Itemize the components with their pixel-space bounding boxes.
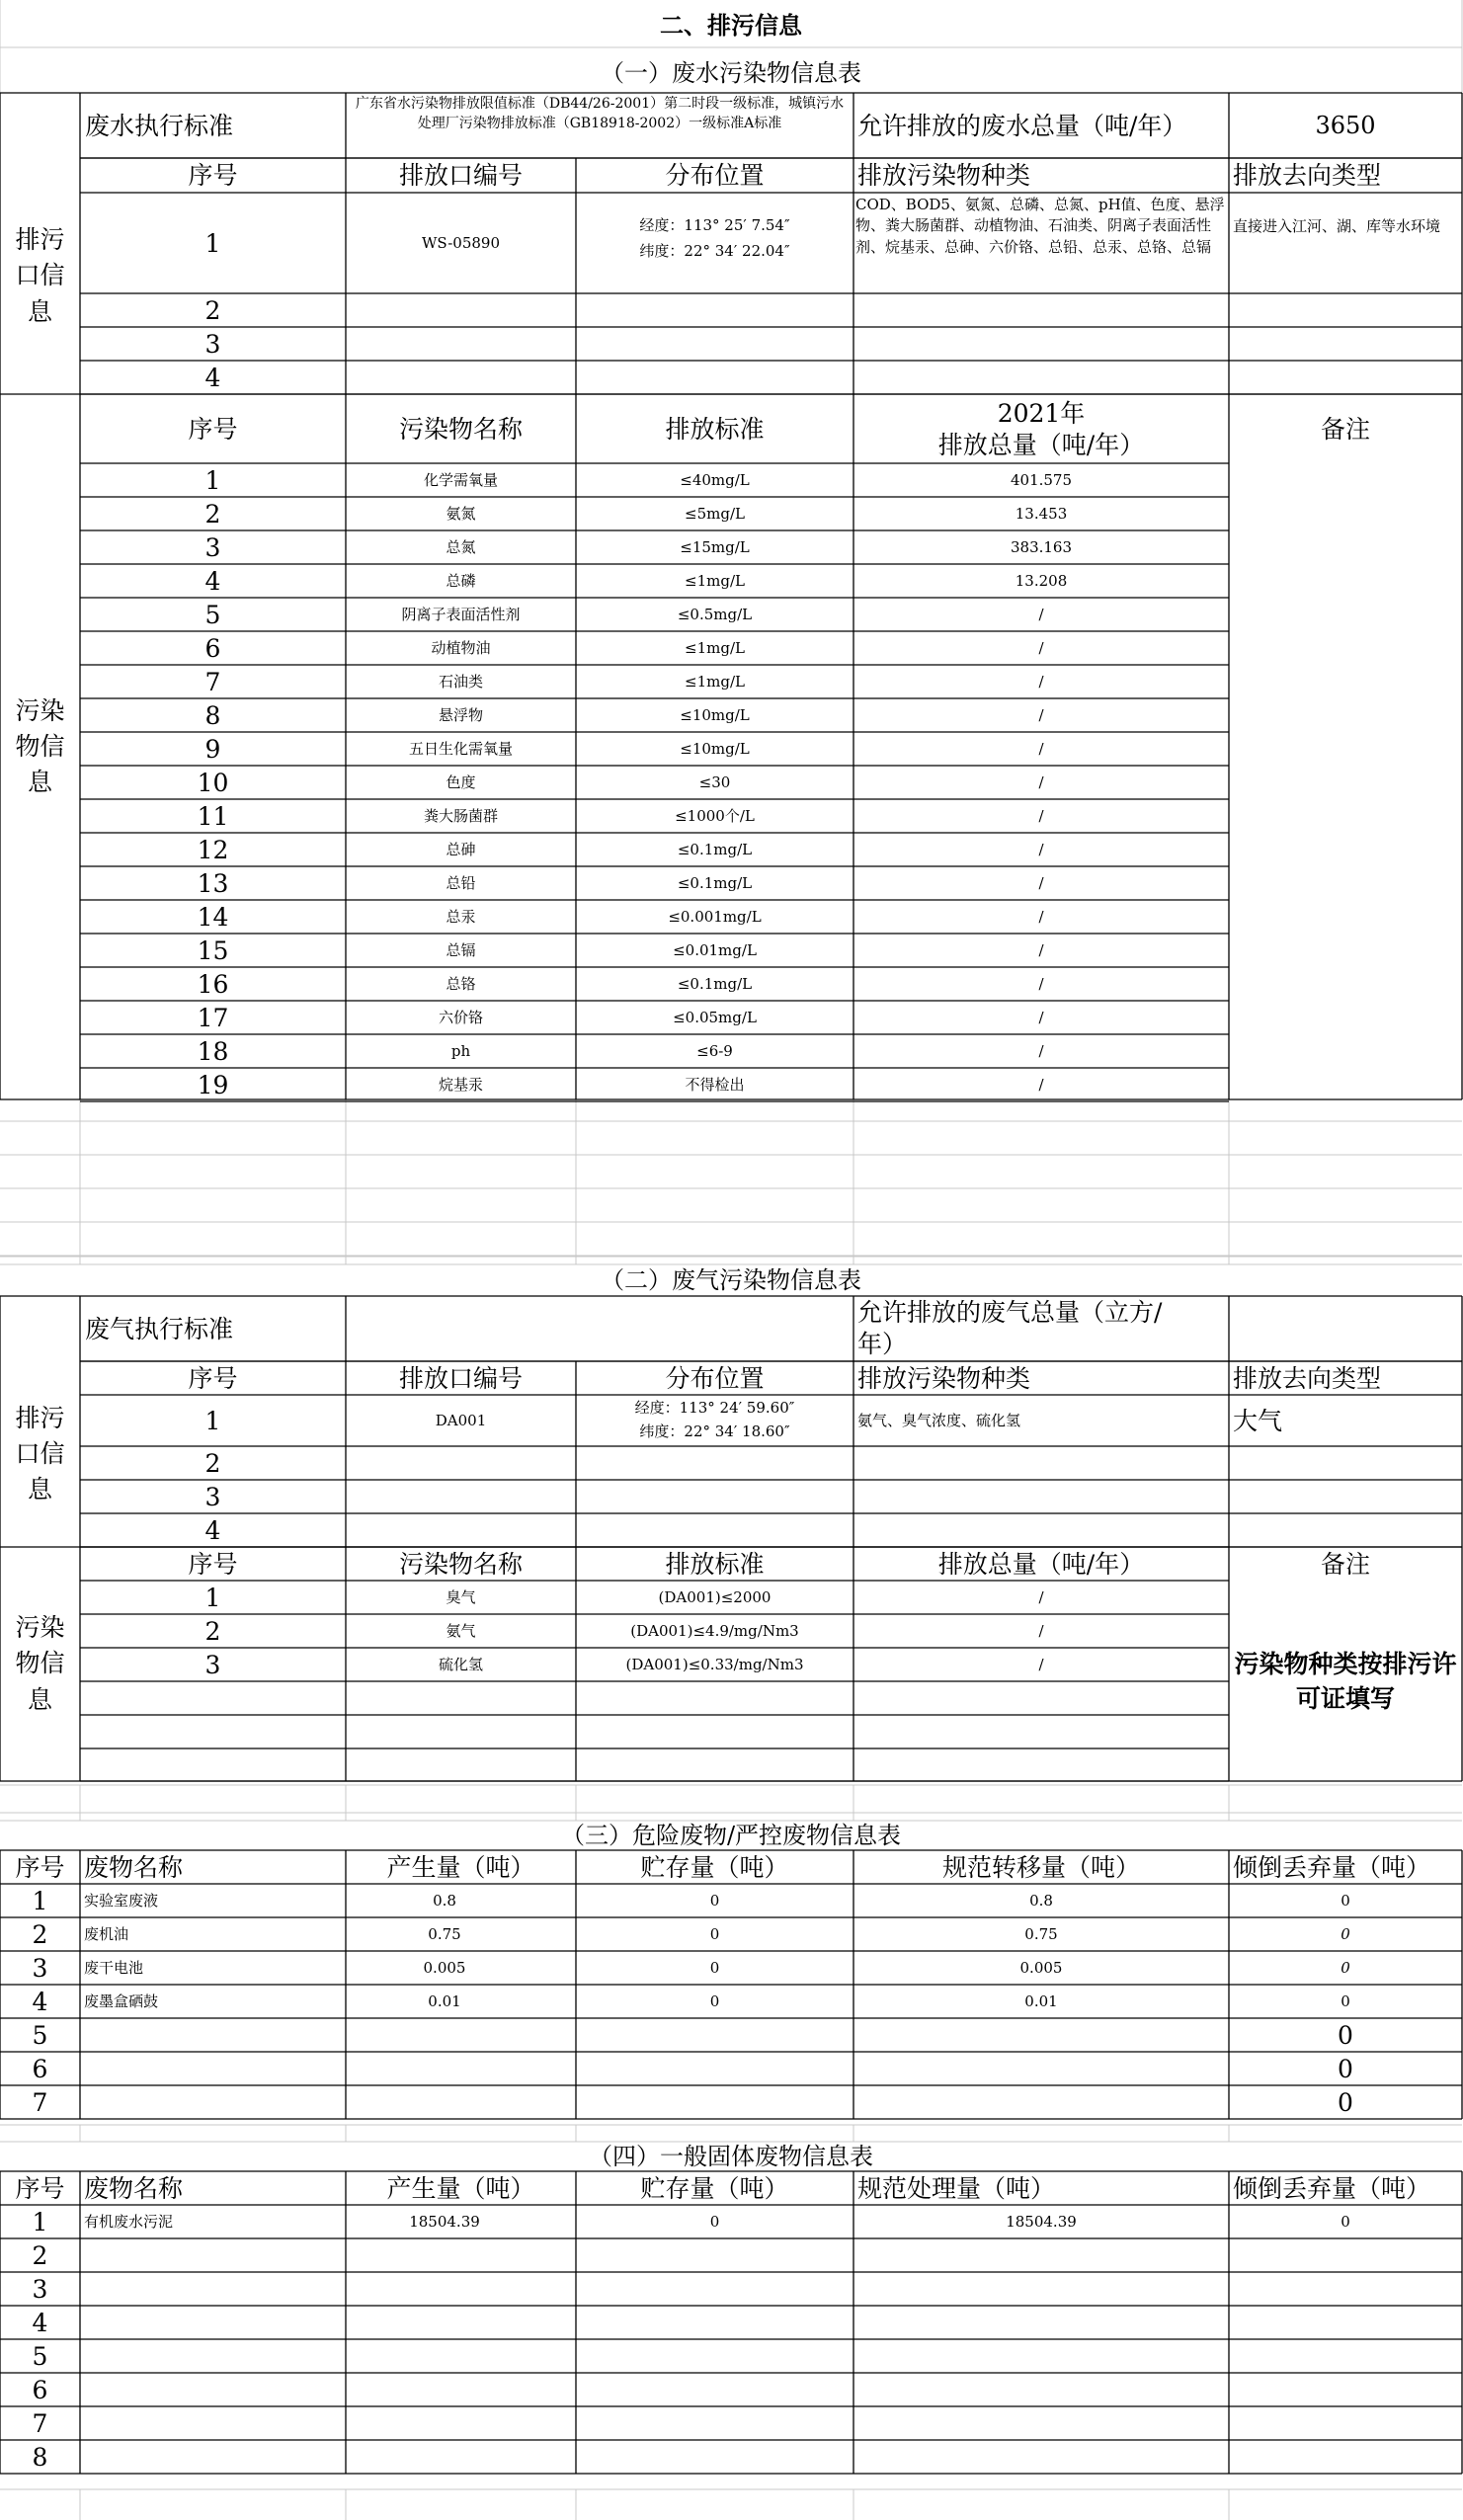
wastewater-pollutant-total: / (1038, 907, 1044, 926)
wastewater-pollutant-standard: ≤1mg/L (685, 672, 745, 691)
waste-gas-pollutant-block-label: 污染物信息 (15, 1613, 65, 1714)
waste-gas-pollutant-total: / (1038, 1587, 1044, 1606)
wastewater-pollutant-total: 13.208 (1015, 571, 1068, 590)
hazardous-row-dumped: 0 (1341, 1958, 1350, 1977)
wastewater-pollutant-total: / (1038, 705, 1044, 724)
wastewater-pollutant-standard: ≤6-9 (696, 1041, 733, 1060)
wastewater-pollutant-name: 动植物油 (431, 638, 491, 657)
wastewater-pollutant-total: / (1038, 605, 1044, 623)
wastewater-pollutant-name: 五日生化需氧量 (408, 739, 513, 758)
wastewater-pollutant-no: 15 (197, 935, 229, 965)
waste-gas-pollutant-header-total: 排放总量（吨/年） (937, 1549, 1145, 1579)
hazardous-header-produced: 产生量（吨） (386, 1852, 535, 1882)
solid-waste-header-handled: 规范处理量（吨） (857, 2173, 1056, 2203)
waste-gas-outlet-header-dest: 排放去向类型 (1233, 1363, 1382, 1393)
wastewater-pollutant-total: / (1038, 940, 1044, 959)
wastewater-pollutant-name: 色度 (446, 772, 476, 791)
wastewater-pollutant-total: / (1038, 672, 1044, 691)
waste-gas-pollutant-name: 氨气 (446, 1621, 476, 1640)
solid-waste-row-no: 3 (32, 2274, 48, 2304)
waste-gas-outlet-header-loc: 分布位置 (665, 1363, 765, 1393)
wastewater-pollutant-standard: ≤0.1mg/L (677, 840, 753, 858)
hazardous-row-dumped: 0 (1338, 2054, 1353, 2083)
hazardous-row-name: 实验室废液 (84, 1891, 159, 1910)
wastewater-pollutant-block-label: 污染物信息 (15, 695, 65, 797)
hazardous-row-produced: 0.75 (428, 1924, 461, 1943)
wastewater-pollutant-standard: ≤1000个/L (675, 806, 755, 825)
hazardous-row-stored: 0 (709, 1924, 720, 1943)
wastewater-allowed-total-label: 允许排放的废水总量（吨/年） (857, 111, 1187, 140)
waste-gas-outlet-longitude: 经度：113° 24′ 59.60″ (634, 1398, 795, 1417)
waste-gas-pollutant-total: / (1038, 1655, 1044, 1673)
solid-waste-row-no: 5 (32, 2341, 48, 2371)
wastewater-pollutant-standard: ≤1mg/L (685, 571, 745, 590)
wastewater-pollutant-no: 3 (204, 532, 221, 562)
hazardous-row-name: 废墨盒硒鼓 (84, 1992, 159, 2010)
wastewater-pollutant-no: 16 (197, 969, 229, 999)
wastewater-pollutant-standard: ≤1mg/L (685, 638, 745, 657)
solid-waste-row-stored: 0 (709, 2212, 720, 2231)
waste-gas-note-text: 污染物种类按排污许可证填写 (1234, 1649, 1457, 1713)
waste-gas-outlet-header-no: 序号 (188, 1363, 238, 1393)
wastewater-pollutant-total: / (1038, 739, 1044, 758)
wastewater-pollutant-name: 总铬 (446, 974, 476, 993)
waste-gas-pollutant-name: 臭气 (446, 1587, 476, 1606)
wastewater-outlet-destination: 直接进入江河、湖、库等水环境 (1233, 217, 1441, 235)
hazardous-row-dumped: 0 (1341, 1891, 1350, 1910)
wastewater-pollutant-total: / (1038, 638, 1044, 657)
wastewater-outlet-header-loc: 分布位置 (665, 161, 765, 190)
hazardous-row-transferred: 0.01 (1024, 1992, 1058, 2010)
solid-waste-header-no: 序号 (15, 2173, 65, 2203)
hazardous-row-no: 5 (32, 2020, 48, 2050)
waste-gas-pollutant-header-name: 污染物名称 (398, 1549, 523, 1579)
waste-gas-pollutant-standard: (DA001)≤0.33/mg/Nm3 (625, 1655, 804, 1673)
waste-gas-outlet-no: 3 (204, 1482, 221, 1511)
wastewater-pollutant-total: / (1038, 840, 1044, 858)
waste-gas-outlet-pollutant-types: 氨气、臭气浓度、硫化氢 (857, 1411, 1021, 1429)
wastewater-outlet-code: WS-05890 (421, 233, 501, 252)
wastewater-pollutant-standard: ≤0.1mg/L (677, 873, 753, 892)
wastewater-pollutant-header-year: 2021年 (997, 398, 1086, 428)
wastewater-pollutant-no: 9 (204, 734, 221, 764)
wastewater-section-title: （一）废水污染物信息表 (601, 59, 861, 87)
waste-gas-section-title: （二）废气污染物信息表 (601, 1266, 861, 1294)
wastewater-pollutant-name: 总铅 (446, 873, 476, 892)
wastewater-pollutant-total: / (1038, 873, 1044, 892)
waste-gas-pollutant-name: 硫化氢 (438, 1655, 483, 1673)
wastewater-pollutant-no: 17 (197, 1003, 229, 1032)
waste-gas-pollutant-header-no: 序号 (188, 1549, 238, 1579)
wastewater-pollutant-total: / (1038, 806, 1044, 825)
wastewater-pollutant-header-note: 备注 (1320, 414, 1370, 444)
wastewater-outlet-longitude: 经度：113° 25′ 7.54″ (639, 215, 790, 234)
hazardous-header-no: 序号 (15, 1852, 65, 1882)
hazardous-row-produced: 0.005 (423, 1958, 466, 1977)
hazardous-header-transferred: 规范转移量（吨） (941, 1852, 1140, 1882)
wastewater-pollutant-name: 总汞 (446, 907, 476, 926)
hazardous-row-no: 3 (32, 1953, 48, 1983)
hazardous-waste-section-title: （三）危险废物/严控废物信息表 (560, 1822, 902, 1849)
waste-gas-outlet-code: DA001 (435, 1411, 487, 1429)
wastewater-pollutant-standard: ≤10mg/L (680, 705, 750, 724)
wastewater-pollutant-total: / (1038, 1041, 1044, 1060)
wastewater-outlet-no: 3 (204, 329, 221, 359)
wastewater-pollutant-no: 4 (204, 566, 221, 596)
hazardous-row-stored: 0 (709, 1958, 720, 1977)
waste-gas-pollutant-no: 2 (204, 1616, 221, 1646)
wastewater-pollutant-no: 1 (204, 465, 221, 495)
hazardous-row-no: 2 (32, 1919, 48, 1949)
hazardous-header-name: 废物名称 (84, 1852, 184, 1882)
hazardous-row-no: 7 (32, 2087, 48, 2117)
wastewater-pollutant-standard: ≤40mg/L (680, 470, 750, 489)
waste-gas-pollutant-header-standard: 排放标准 (665, 1549, 765, 1579)
wastewater-standard-text: 广东省水污染物排放限值标准（DB44/26-2001）第二时段一级标准，城镇污水处理厂污染物排放标准（GB18918-2002）一级标准A标准 (355, 96, 845, 131)
solid-waste-row-dumped: 0 (1341, 2212, 1350, 2231)
wastewater-pollutant-no: 10 (197, 768, 229, 797)
wastewater-pollutant-total: / (1038, 1075, 1044, 1094)
wastewater-pollutant-header-standard: 排放标准 (665, 414, 765, 444)
wastewater-pollutant-header-name: 污染物名称 (398, 414, 523, 444)
waste-gas-standard-label: 废气执行标准 (85, 1314, 234, 1343)
wastewater-pollutant-total: / (1038, 974, 1044, 993)
wastewater-pollutant-no: 13 (197, 868, 229, 898)
wastewater-outlet-header-code: 排放口编号 (398, 161, 523, 190)
wastewater-pollutant-standard: 不得检出 (685, 1075, 745, 1094)
wastewater-outlet-header-dest: 排放去向类型 (1233, 161, 1382, 190)
hazardous-row-stored: 0 (709, 1891, 720, 1910)
hazardous-row-dumped: 0 (1338, 2087, 1353, 2117)
wastewater-pollutant-no: 19 (197, 1070, 229, 1099)
wastewater-pollutant-standard: ≤0.001mg/L (668, 907, 762, 926)
wastewater-pollutant-name: 六价铬 (438, 1008, 483, 1026)
wastewater-pollutant-name: 粪大肠菌群 (423, 806, 498, 825)
hazardous-row-dumped: 0 (1341, 1924, 1350, 1943)
wastewater-pollutant-name: 总磷 (446, 571, 476, 590)
wastewater-allowed-total-value: 3650 (1315, 112, 1376, 139)
wastewater-pollutant-standard: ≤0.5mg/L (677, 605, 753, 623)
wastewater-outlet-no: 4 (204, 363, 221, 392)
waste-gas-outlet-no: 2 (204, 1448, 221, 1478)
waste-gas-outlet-destination: 大气 (1233, 1406, 1283, 1435)
hazardous-row-no: 6 (32, 2054, 48, 2083)
wastewater-outlet-latitude: 纬度：22° 34′ 22.04″ (639, 241, 790, 260)
wastewater-pollutant-no: 14 (197, 902, 229, 932)
solid-waste-row-name: 有机废水污泥 (84, 2212, 174, 2231)
wastewater-pollutant-name: 悬浮物 (438, 705, 483, 724)
wastewater-pollutant-standard: ≤10mg/L (680, 739, 750, 758)
solid-waste-header-name: 废物名称 (84, 2173, 184, 2203)
wastewater-pollutant-no: 5 (204, 600, 221, 629)
solid-waste-header-stored: 贮存量（吨） (640, 2173, 789, 2203)
wastewater-pollutant-name: 烷基汞 (438, 1075, 483, 1094)
hazardous-row-name: 废机油 (84, 1924, 129, 1943)
wastewater-pollutant-header-no: 序号 (188, 414, 238, 444)
wastewater-pollutant-no: 12 (197, 835, 229, 864)
wastewater-outlet-no: 2 (204, 295, 221, 325)
solid-waste-row-no: 7 (32, 2408, 48, 2438)
waste-gas-outlet-block-label: 排污口信息 (15, 1403, 65, 1504)
wastewater-pollutant-total: 13.453 (1015, 504, 1068, 523)
waste-gas-pollutant-standard: (DA001)≤2000 (658, 1587, 772, 1606)
waste-gas-allowed-total-label: 允许排放的废气总量（立方/年） (857, 1297, 1163, 1358)
hazardous-row-transferred: 0.005 (1019, 1958, 1063, 1977)
wastewater-pollutant-no: 8 (204, 700, 221, 730)
wastewater-pollutant-name: 氨氮 (446, 504, 476, 523)
waste-gas-outlet-no: 4 (204, 1515, 221, 1545)
hazardous-row-no: 1 (32, 1886, 48, 1915)
wastewater-pollutant-standard: ≤5mg/L (685, 504, 745, 523)
wastewater-pollutant-no: 18 (197, 1036, 229, 1066)
wastewater-pollutant-total: / (1038, 1008, 1044, 1026)
solid-waste-row-handled: 18504.39 (1006, 2212, 1077, 2231)
waste-gas-pollutant-total: / (1038, 1621, 1044, 1640)
solid-waste-row-produced: 18504.39 (409, 2212, 480, 2231)
hazardous-row-no: 4 (32, 1987, 48, 2016)
wastewater-pollutant-no: 7 (204, 667, 221, 696)
hazardous-row-stored: 0 (709, 1992, 720, 2010)
page-title: 二、排污信息 (660, 11, 802, 40)
solid-waste-header-produced: 产生量（吨） (386, 2173, 535, 2203)
solid-waste-row-no: 8 (32, 2442, 48, 2472)
wastewater-outlet-header-types: 排放污染物种类 (857, 161, 1031, 190)
hazardous-row-produced: 0.01 (428, 1992, 461, 2010)
wastewater-pollutant-standard: ≤0.05mg/L (673, 1008, 757, 1026)
wastewater-pollutant-standard: ≤0.1mg/L (677, 974, 753, 993)
wastewater-standard-label: 废水执行标准 (85, 111, 234, 140)
wastewater-pollutant-no: 11 (197, 801, 229, 831)
wastewater-pollutant-no: 2 (204, 499, 221, 528)
wastewater-pollutant-total: 383.163 (1010, 537, 1073, 556)
wastewater-pollutant-name: 总镉 (446, 940, 476, 959)
wastewater-pollutant-name: 化学需氧量 (423, 470, 498, 489)
wastewater-pollutant-standard: ≤15mg/L (680, 537, 750, 556)
hazardous-header-dumped: 倾倒丢弃量（吨） (1233, 1852, 1431, 1882)
wastewater-pollutant-standard: ≤0.01mg/L (673, 940, 757, 959)
wastewater-pollutant-name: 总砷 (446, 840, 476, 858)
wastewater-pollutant-no: 6 (204, 633, 221, 663)
wastewater-pollutant-name: 总氮 (446, 537, 476, 556)
wastewater-outlet-pollutant-types: COD、BOD5、氨氮、总磷、总氮、pH值、色度、悬浮物、粪大肠菌群、动植物油、石油类、阴离子表面活性剂、烷基汞、总砷、六价铬、总铅、总汞、总铬、总镉 (855, 196, 1225, 256)
hazardous-row-produced: 0.8 (433, 1891, 456, 1910)
wastewater-pollutant-header-total: 排放总量（吨/年） (937, 430, 1145, 459)
solid-waste-row-no: 2 (32, 2240, 48, 2270)
solid-waste-header-dumped: 倾倒丢弃量（吨） (1233, 2173, 1431, 2203)
solid-waste-row-no: 4 (32, 2308, 48, 2337)
wastewater-pollutant-name: 阴离子表面活性剂 (401, 605, 521, 623)
wastewater-pollutant-standard: ≤30 (698, 772, 731, 791)
hazardous-row-transferred: 0.8 (1029, 1891, 1053, 1910)
wastewater-outlet-header-no: 序号 (188, 161, 238, 190)
hazardous-row-dumped: 0 (1341, 1992, 1350, 2010)
waste-gas-outlet-no: 1 (204, 1406, 221, 1435)
wastewater-pollutant-name: 石油类 (438, 672, 483, 691)
hazardous-row-dumped: 0 (1338, 2020, 1353, 2050)
hazardous-header-stored: 贮存量（吨） (640, 1852, 789, 1882)
waste-gas-outlet-latitude: 纬度：22° 34′ 18.60″ (639, 1422, 790, 1440)
waste-gas-pollutant-header-note: 备注 (1320, 1549, 1370, 1579)
waste-gas-pollutant-no: 1 (204, 1583, 221, 1612)
solid-waste-section-title: （四）一般固体废物信息表 (589, 2143, 873, 2170)
solid-waste-row-no: 1 (32, 2207, 48, 2236)
wastewater-pollutant-total: / (1038, 772, 1044, 791)
waste-gas-pollutant-no: 3 (204, 1650, 221, 1679)
wastewater-pollutant-name: ph (450, 1041, 471, 1060)
waste-gas-pollutant-standard: (DA001)≤4.9/mg/Nm3 (630, 1621, 799, 1640)
solid-waste-row-no: 6 (32, 2375, 48, 2404)
hazardous-row-transferred: 0.75 (1024, 1924, 1058, 1943)
hazardous-row-name: 废干电池 (84, 1958, 144, 1977)
wastewater-outlet-no: 1 (204, 228, 221, 258)
wastewater-pollutant-total: 401.575 (1010, 470, 1073, 489)
waste-gas-outlet-header-types: 排放污染物种类 (857, 1363, 1031, 1393)
waste-gas-outlet-header-code: 排放口编号 (398, 1363, 523, 1393)
wastewater-outlet-block-label: 排污口信息 (15, 225, 65, 326)
